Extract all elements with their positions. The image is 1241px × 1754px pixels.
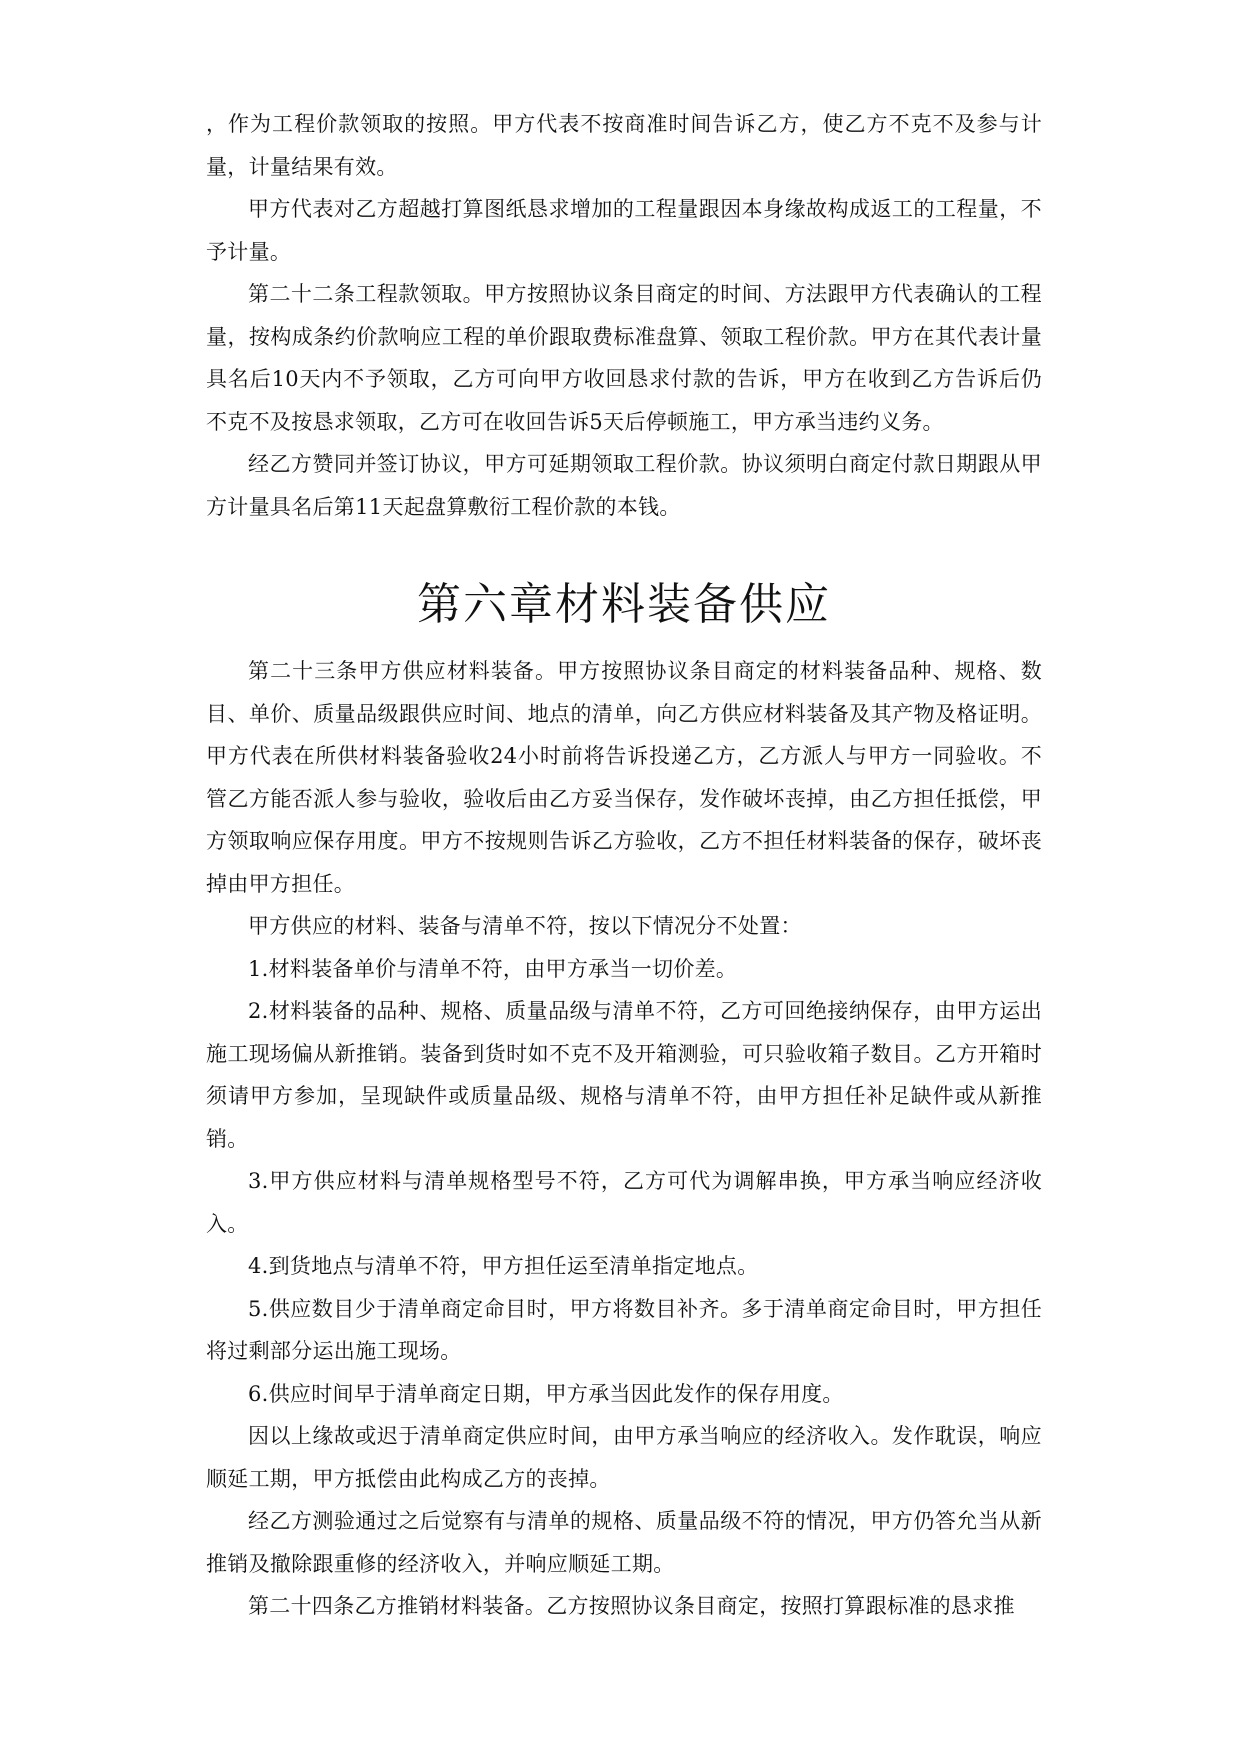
paragraph-post-inspection: 经乙方测验通过之后觉察有与清单的规格、质量品级不符的情况，甲方仍答允当从新推销及撤除跟重修的经济收入，并响应顺延工期。	[206, 1509, 1042, 1576]
paragraph-article-22: 第二十二条工程款领取。甲方按照协议条目商定的时间、方法跟甲方代表确认的工程量，按构成条约价款响应工程的单价跟取费标准盘算、领取工程价款。甲方在其代表计量具名后10天内不予领取，乙方可向甲方收回恳求付款的告诉，甲方在收到乙方告诉后仍不克不及按恳求领取，乙方可在收回告诉5天后停顿施工，甲方承当违约义务。	[206, 282, 1042, 434]
list-item-5: 5.供应数目少于清单商定命目时，甲方将数目补齐。多于清单商定命目时，甲方担任将过剩部分运出施工现场。	[206, 1296, 1042, 1363]
paragraph-article-24: 第二十四条乙方推销材料装备。乙方按照协议条目商定，按照打算跟标准的恳求推	[248, 1594, 1015, 1618]
paragraph-article-23: 第二十三条甲方供应材料装备。甲方按照协议条目商定的材料装备品种、规格、数目、单价、质量品级跟供应时间、地点的清单，向乙方供应材料装备及其产物及格证明。甲方代表在所供材料装备验收24小时前将告诉投递乙方，乙方派人与甲方一同验收。不管乙方能否派人参与验收，验收后由乙方妥当保存，发作破坏丧掉，由乙方担任抵偿，甲方领取响应保存用度。甲方不按规则告诉乙方验收，乙方不担任材料装备的保存，破坏丧掉由甲方担任。	[206, 659, 1042, 896]
list-item-6: 6.供应时间早于清单商定日期，甲方承当因此发作的保存用度。	[248, 1381, 844, 1406]
paragraph-mismatch-intro: 甲方供应的材料、装备与清单不符，按以下情况分不处置：	[248, 914, 802, 938]
paragraph-delay-cost: 因以上缘故或迟于清单商定供应时间，由甲方承当响应的经济收入。发作耽误，响应顺延工期，甲方抵偿由此构成乙方的丧掉。	[206, 1424, 1042, 1491]
list-item-2: 2.材料装备的品种、规格、质量品级与清单不符，乙方可回绝接纳保存，由甲方运出施工现场偏从新推销。装备到货时如不克不及开箱测验，可只验收箱子数目。乙方开箱时须请甲方参加，呈现缺件或质量品级、规格与清单不符，由甲方担任补足缺件或从新推销。	[206, 999, 1042, 1151]
document-body	[206, 103, 1042, 1628]
paragraph-continuation: ，作为工程价款领取的按照。甲方代表不按商准时间告诉乙方，使乙方不克不及参与计量，计量结果有效。	[206, 112, 1042, 179]
list-item-3: 3.甲方供应材料与清单规格型号不符，乙方可代为调解串换，甲方承当响应经济收入。	[206, 1169, 1042, 1236]
chapter-title: 第六章材料装备供应	[417, 579, 831, 630]
list-item-1: 1.材料装备单价与清单不符，由甲方承当一切价差。	[248, 956, 738, 981]
paragraph-measurement-exclusion: 甲方代表对乙方超越打算图纸恳求增加的工程量跟因本身缘故构成返工的工程量，不予计量。	[206, 197, 1042, 264]
paragraph-deferred-payment: 经乙方赞同并签订协议，甲方可延期领取工程价款。协议须明白商定付款日期跟从甲方计量具名后第11天起盘算敷衍工程价款的本钱。	[206, 452, 1042, 519]
list-item-4: 4.到货地点与清单不符，甲方担任运至清单指定地点。	[248, 1254, 759, 1278]
